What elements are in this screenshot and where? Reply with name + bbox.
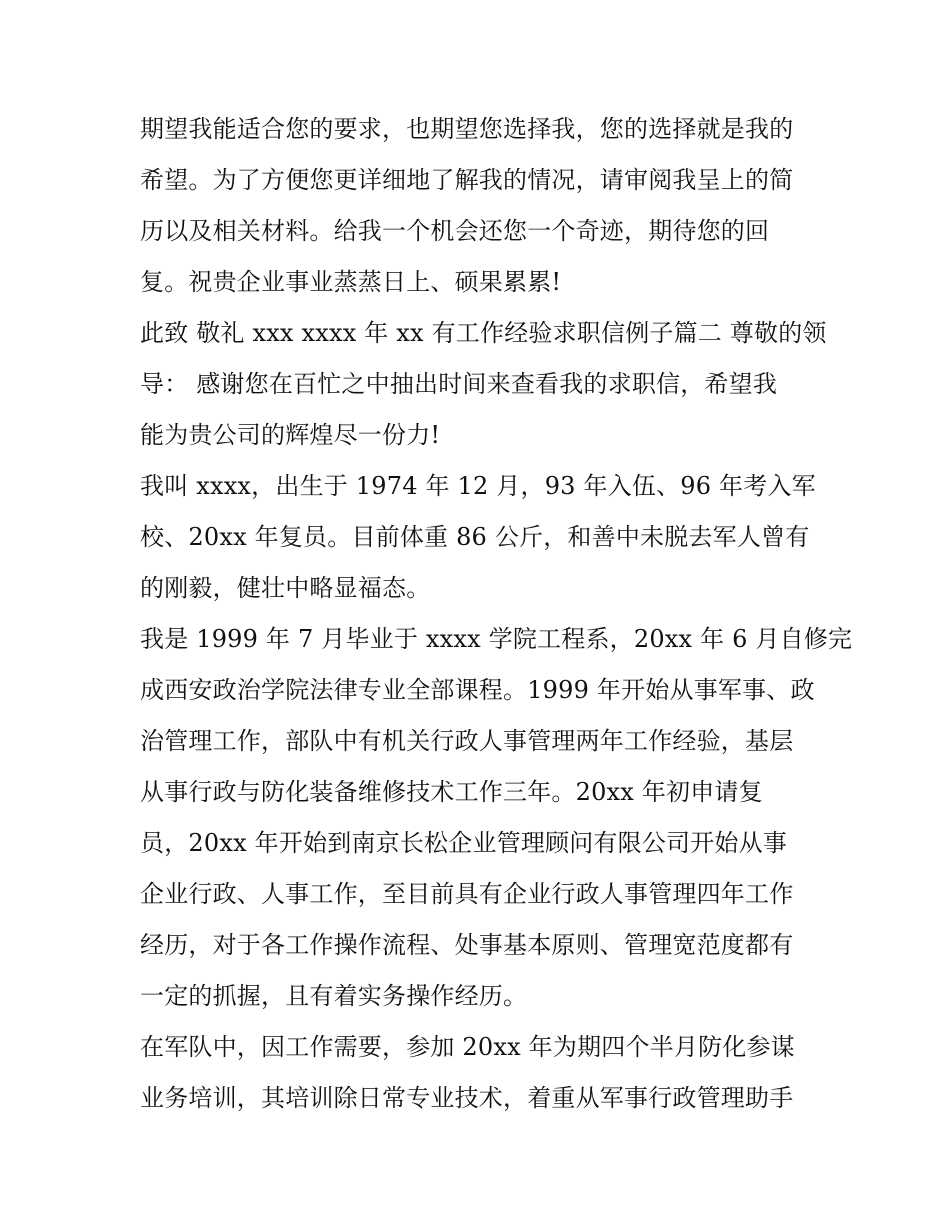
text-line-13: 治管理工作，部队中有机关行政人事管理两年工作经验，基层 [140,727,794,755]
text-line-12: 成西安政治学院法律专业全部课程。1999 年开始从事军事、政 [140,676,815,704]
text-line-18: 一定的抓握，且有着实务操作经历。 [140,982,528,1010]
text-line-9: 校、20xx 年复员。目前体重 86 公斤，和善中未脱去军人曾有 [140,523,810,551]
text-line-3: 历以及相关材料。给我一个机会还您一个奇迹，期待您的回 [140,217,770,245]
text-line-14: 从事行政与防化装备维修技术工作三年。20xx 年初申请复 [140,778,763,806]
text-line-8: 我叫 xxxx，出生于 1974 年 12 月，93 年入伍、96 年考入军 [140,472,816,500]
text-line-20: 业务培训，其培训除日常专业技术，着重从军事行政管理助手 [140,1084,794,1112]
text-line-19: 在军队中，因工作需要，参加 20xx 年为期四个半月防化参谋 [140,1033,795,1061]
text-line-17: 经历，对于各工作操作流程、处事基本原则、管理宽范度都有 [140,931,794,959]
text-line-15: 员，20xx 年开始到南京长松企业管理顾问有限公司开始从事 [140,829,788,857]
text-line-6: 导： 感谢您在百忙之中抽出时间来查看我的求职信，希望我 [140,370,778,398]
text-line-16: 企业行政、人事工作，至目前具有企业行政人事管理四年工作 [140,880,794,908]
text-line-4: 复。祝贵企业事业蒸蒸日上、硕果累累! [140,268,562,296]
text-line-11: 我是 1999 年 7 月毕业于 xxxx 学院工程系，20xx 年 6 月自修完 [140,625,853,653]
document-body [140,104,853,1124]
text-line-10: 的刚毅，健壮中略显福态。 [140,574,431,602]
text-line-7: 能为贵公司的辉煌尽一份力! [140,421,441,449]
text-line-2: 希望。为了方便您更详细地了解我的情况，请审阅我呈上的简 [140,166,794,194]
text-line-1: 期望我能适合您的要求，也期望您选择我，您的选择就是我的 [140,115,794,143]
text-line-5: 此致 敬礼 xxx xxxx 年 xx 有工作经验求职信例子篇二 尊敬的领 [140,319,827,347]
